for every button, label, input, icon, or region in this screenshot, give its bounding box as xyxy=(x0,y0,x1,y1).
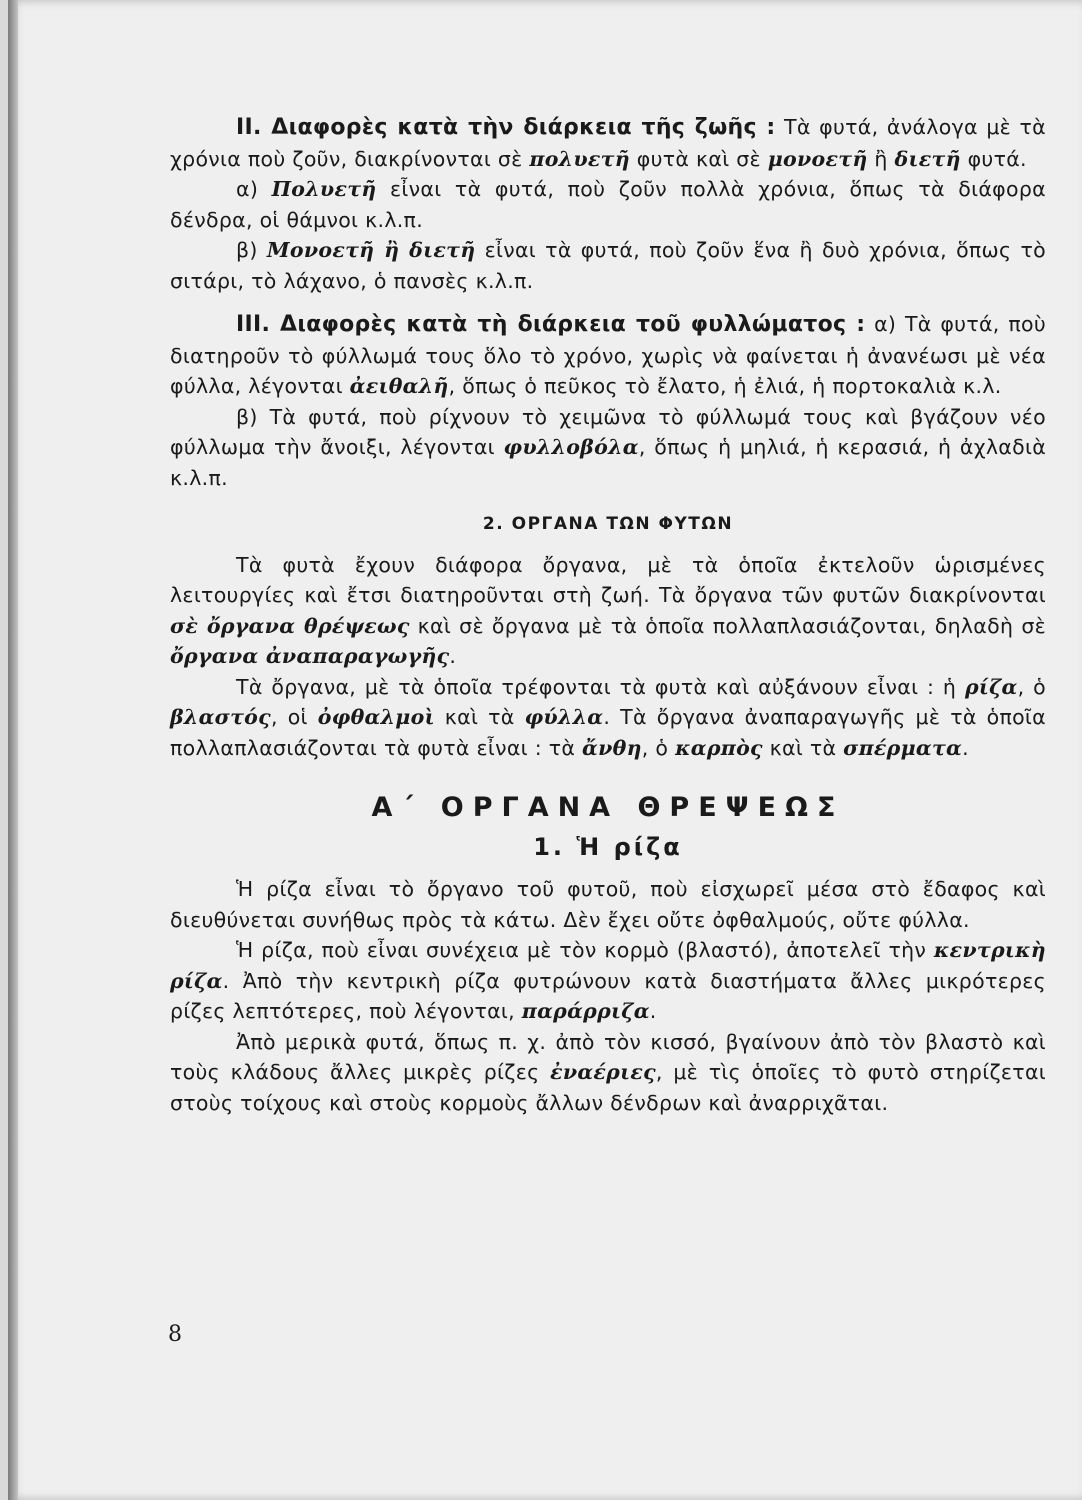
heading-plant-organs: 2. ΟΡΓΑΝΑ ΤΩΝ ΦΥΤΩΝ xyxy=(482,514,734,534)
paragraph-aerial-roots: Ἀπὸ μερικὰ φυτά, ὅπως π. χ. ἀπὸ τὸν κισσό, βγαίνουν ἀπὸ τὸν βλαστὸ καὶ τοὺς κλάδους ἄλλες μικρὲς ρίζες ἐναέριες, μὲ τὶς ὁποῖες τὸ φυτὸ στηρίζεται στοὺς τοίχους καὶ στοὺς κορμοὺς ἄλλων δένδρων καὶ ἀναρριχᾶται. xyxy=(170,1029,1046,1115)
book-page xyxy=(8,0,1082,1500)
paragraph-central-root: Ἡ ρίζα, ποὺ εἶναι συνέχεια μὲ τὸν κορμὸ (βλαστό), ἀποτελεῖ τὴν κεντρικὴ ρίζα. Ἀπὸ τὴν κεντρικὴ ρίζα φυτρώνουν κατὰ διαστήματα ἄλλες μικρότερες ρίζες λεπτότερες, ποὺ λέγονται, παράρριζα. xyxy=(170,938,1046,1023)
paragraph-perennial: α) Πολυετῆ εἶναι τὰ φυτά, ποὺ ζοῦν πολλὰ χρόνια, ὅπως τὰ διάφορα δένδρα, οἱ θάμνοι κ.λ.π. xyxy=(170,177,1046,232)
heading-nutrition-organs: Α΄ ΟΡΓΑΝΑ ΘΡΕΨΕΩΣ xyxy=(371,792,845,823)
section-heading-foliage: III. Διαφορὲς κατὰ τὴ διάρκεια τοῦ φυλλώματος : xyxy=(236,312,866,337)
page-content xyxy=(170,112,1046,1118)
section-lifespan-intro: II. Διαφορὲς κατὰ τὴν διάρκεια τῆς ζωῆς : Τὰ φυτά, ἀνάλογα μὲ τὰ χρόνια ποὺ ζοῦν, διακρίνονται σὲ πολυετῆ φυτὰ καὶ σὲ μονοετῆ ἢ διετῆ φυτά. xyxy=(170,115,1046,171)
section-foliage-intro: III. Διαφορὲς κατὰ τὴ διάρκεια τοῦ φυλλώματος : α) Τὰ φυτά, ποὺ διατηροῦν τὸ φύλλωμά τους ὅλο τὸ χρόνο, χωρὶς νὰ φαίνεται ἡ ἀνανέωσι μὲ νέα φύλλα, λέγονται ἀειθαλῆ, ὅπως ὁ πεῦκος τὸ ἔλατο, ἡ ἐλιά, ἡ πορτοκαλιὰ κ.λ. xyxy=(170,312,1046,398)
section-heading-lifespan: II. Διαφορὲς κατὰ τὴν διάρκεια τῆς ζωῆς : xyxy=(236,115,776,140)
heading-root: 1. Ἡ ρίζα xyxy=(533,832,683,861)
paragraph-deciduous: β) Τὰ φυτά, ποὺ ρίχνουν τὸ χειμῶνα τὸ φύλλωμά τους καὶ βγάζουν νέο φύλλωμα τὴν ἄνοιξι, λέγονται φυλλοβόλα, ὅπως ἡ μηλιά, ἡ κερασιά, ἡ ἀχλαδιὰ κ.λ.π. xyxy=(170,404,1047,490)
paragraph-organs-intro: Τὰ φυτὰ ἔχουν διάφορα ὄργανα, μὲ τὰ ὁποῖα ἐκτελοῦν ὡρισμένες λειτουργίες καὶ ἔτσι διατηροῦνται στὴ ζωή. Τὰ ὄργανα τῶν φυτῶν διακρίνονται σὲ ὄργανα θρέψεως καὶ σὲ ὄργανα μὲ τὰ ὁποῖα πολλαπλασιάζονται, δηλαδὴ σὲ ὄργανα ἀναπαραγωγῆς. xyxy=(170,552,1046,668)
paragraph-organs-list: Τὰ ὄργανα, μὲ τὰ ὁποῖα τρέφονται τὰ φυτὰ καὶ αὐξάνουν εἶναι : ἡ ρίζα, ὁ βλαστός, οἱ ὀφθαλμοὶ καὶ τὰ φύλλα. Τὰ ὄργανα ἀναπαραγωγῆς μὲ τὰ ὁποῖα πολλαπλασιάζονται τὰ φυτὰ εἶναι : τὰ ἄνθη, ὁ καρπὸς καὶ τὰ σπέρματα. xyxy=(170,674,1046,760)
page-number: 8 xyxy=(168,1322,182,1347)
paragraph-annual: β) Μονοετῆ ἢ διετῆ εἶναι τὰ φυτά, ποὺ ζοῦν ἕνα ἢ δυὸ χρόνια, ὅπως τὸ σιτάρι, τὸ λάχανο, ὁ πανσὲς κ.λ.π. xyxy=(170,238,1047,293)
paragraph-root-definition: Ἡ ρίζα εἶναι τὸ ὄργανο τοῦ φυτοῦ, ποὺ εἰσχωρεῖ μέσα στὸ ἔδαφος καὶ διευθύνεται συνήθως πρὸς τὰ κάτω. Δὲν ἔχει οὔτε ὀφθαλμούς, οὔτε φύλλα. xyxy=(170,877,1046,932)
book-spine xyxy=(8,0,18,1500)
